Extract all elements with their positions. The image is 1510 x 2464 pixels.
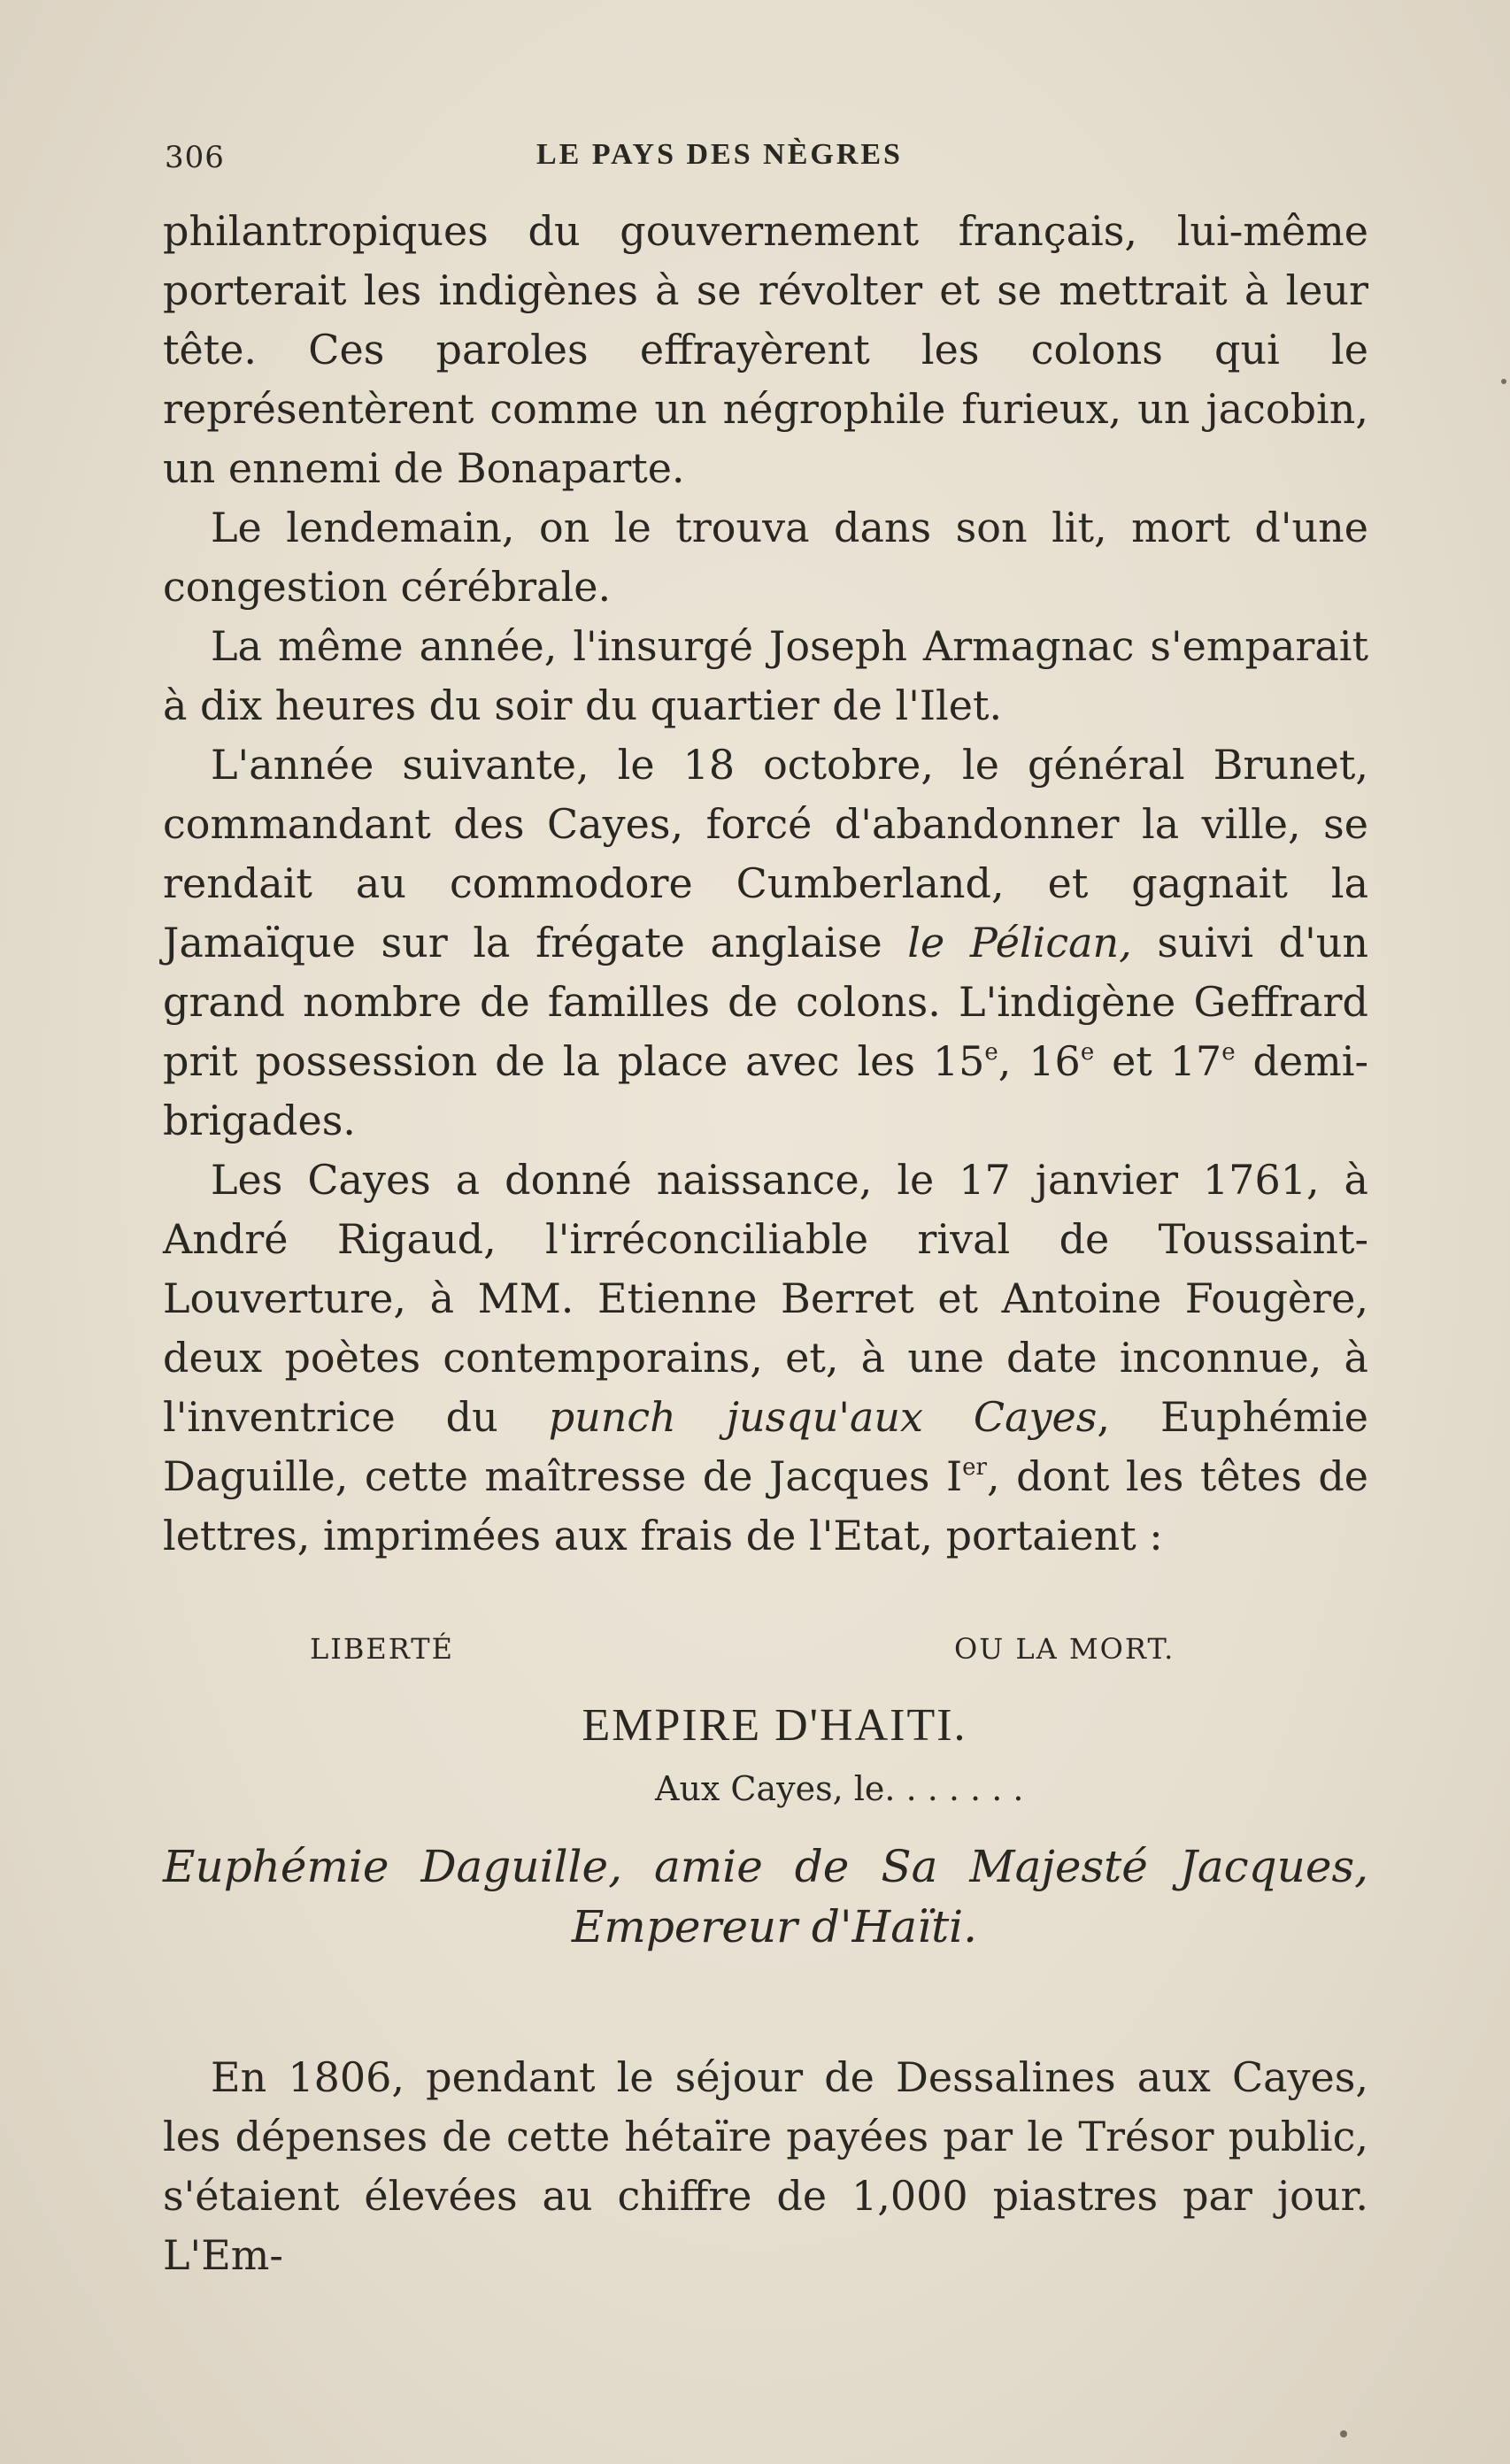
text-span: suivi d'un grand nombre de familles de colons. L'indigène Geffrard prit possession de la place avec les 15 <box>163 919 1368 1085</box>
paragraph-continuation: philantropiques du gouvernement français, lui-même porterait les indigènes à se révolter et se mettrait à leur tête. Ces paroles effrayèrent les colons qui le représentèrent comme un négrophile furieux, un jacobin, un ennemi de Bonaparte. <box>163 207 1368 492</box>
page-number: 306 <box>165 140 225 175</box>
paragraph-brunet <box>163 735 1368 1151</box>
superscript: er <box>962 1454 987 1481</box>
paragraph-armagnac: La même année, l'insurgé Joseph Armagnac s'emparait à dix heures du soir du quartier de l'Ilet. <box>163 622 1368 729</box>
superscript: e <box>1221 1039 1236 1066</box>
text-span: , 16 <box>998 1037 1081 1085</box>
signature-line-2: Empereur d'Haïti. <box>571 1901 978 1952</box>
running-title: LE PAYS DES NÈGRES <box>536 138 903 171</box>
running-head <box>165 133 1368 182</box>
place-line <box>163 1764 1368 1817</box>
text-span: , Euphémie Daguille, cette maîtresse de Jacques I <box>163 1393 1368 1500</box>
place-text: Aux Cayes, le. . . . . . . <box>655 1769 1024 1808</box>
paragraph-lendemain: Le lendemain, on le trouva dans son lit, mort d'une congestion cérébrale. <box>163 504 1368 611</box>
paper-speck <box>1340 2430 1347 2437</box>
paragraph-1806: En 1806, pendant le séjour de Dessalines aux Cayes, les dépenses de cette hétaïre payées par le Trésor public, s'étaient élevées au chiffre de 1,000 piastres par jour. L'Em- <box>163 2053 1368 2279</box>
italic-phrase: punch jusqu'aux Cayes <box>548 1393 1098 1441</box>
superscript: e <box>1080 1039 1095 1066</box>
motto-row <box>163 1623 1368 1676</box>
superscript: e <box>984 1039 998 1066</box>
text-span: demi-brigades. <box>163 1037 1368 1144</box>
text-span: , dont les têtes de lettres, imprimées aux frais de l'Etat, portaient : <box>163 1452 1368 1559</box>
text-span: Les Cayes a donné naissance, le 17 janvier 1761, à André Rigaud, l'irréconciliable rival de Toussaint-Louverture, à MM. Etienne Berret et Antoine Fougère, deux poètes contemporains, et, à une date inconnue, à l'inventrice du <box>163 1156 1368 1441</box>
paper-speck <box>1501 379 1506 384</box>
paragraph-cayes <box>163 1151 1368 1566</box>
signature-line-1: Euphémie Daguille, amie de Sa Majesté Jacques, <box>163 1841 1368 1892</box>
letterhead-quote <box>163 1623 1368 1957</box>
text-span: et 17 <box>1094 1037 1222 1085</box>
motto-right: OU LA MORT. <box>954 1632 1175 1666</box>
text-span: L'année suivante, le 18 octobre, le général Brunet, commandant des Cayes, forcé d'abandonner la ville, se rendait au commodore Cumberland, et gagnait la Jamaïque sur la frégate anglaise <box>163 741 1368 966</box>
motto-left: LIBERTÉ <box>310 1632 454 1666</box>
ship-name: le Pélican, <box>907 919 1132 966</box>
empire-title: EMPIRE D'HAITI. <box>582 1700 967 1751</box>
body-text <box>163 202 1368 1566</box>
